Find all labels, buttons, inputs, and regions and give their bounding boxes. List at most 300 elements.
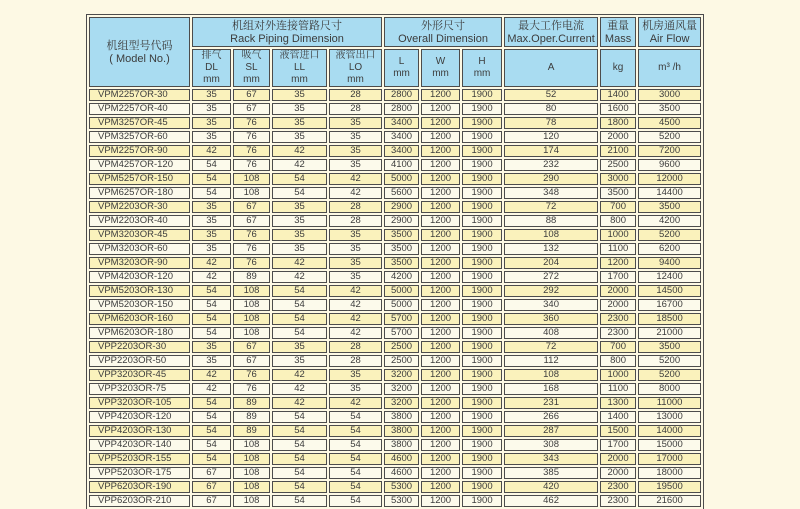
value-cell: 108 (504, 229, 598, 241)
model-cell: VPP6203OR-190 (89, 481, 190, 493)
value-cell: 76 (233, 159, 270, 171)
table-row (89, 327, 701, 339)
value-cell: 35 (192, 243, 231, 255)
value-cell: 1200 (421, 369, 460, 381)
table-row (89, 355, 701, 367)
value-cell: 3000 (638, 89, 701, 101)
value-cell: 408 (504, 327, 598, 339)
value-cell: 9400 (638, 257, 701, 269)
value-cell: 5300 (384, 481, 419, 493)
value-cell: 42 (192, 383, 231, 395)
value-cell: 42 (329, 299, 382, 311)
model-cell: VPM3257OR-45 (89, 117, 190, 129)
value-cell: 343 (504, 453, 598, 465)
value-cell: 1900 (462, 467, 502, 479)
value-cell: 2000 (600, 299, 636, 311)
value-cell: 1200 (421, 89, 460, 101)
value-cell: 108 (233, 453, 270, 465)
value-cell: 4100 (384, 159, 419, 171)
value-cell: 1200 (421, 341, 460, 353)
col-header-suction-sl (233, 49, 270, 87)
model-cell: VPM2257OR-30 (89, 89, 190, 101)
group-header-mass (600, 17, 636, 47)
w-code: W (435, 56, 446, 67)
airflow-header-zh: 机房通风量 (642, 19, 698, 32)
value-cell: 292 (504, 285, 598, 297)
value-cell: 89 (233, 411, 270, 423)
value-cell: 54 (272, 439, 327, 451)
value-cell: 35 (272, 215, 327, 227)
value-cell: 272 (504, 271, 598, 283)
value-cell: 1400 (600, 411, 636, 423)
value-cell: 1900 (462, 229, 502, 241)
value-cell: 3500 (384, 243, 419, 255)
airflow-header-en: Air Flow (649, 32, 690, 45)
value-cell: 108 (233, 285, 270, 297)
value-cell: 231 (504, 397, 598, 409)
value-cell: 35 (272, 201, 327, 213)
value-cell: 1900 (462, 327, 502, 339)
value-cell: 2300 (600, 313, 636, 325)
value-cell: 52 (504, 89, 598, 101)
value-cell: 6200 (638, 243, 701, 255)
value-cell: 54 (192, 411, 231, 423)
value-cell: 35 (272, 341, 327, 353)
spec-table-body (89, 89, 701, 507)
value-cell: 3500 (600, 187, 636, 199)
col-header-amps (504, 49, 598, 87)
value-cell: 35 (272, 355, 327, 367)
group-header-rack-piping (192, 17, 382, 47)
value-cell: 42 (272, 159, 327, 171)
value-cell: 308 (504, 439, 598, 451)
value-cell: 1700 (600, 439, 636, 451)
value-cell: 5600 (384, 187, 419, 199)
table-row (89, 271, 701, 283)
value-cell: 54 (272, 481, 327, 493)
value-cell: 54 (192, 439, 231, 451)
model-cell: VPP5203OR-175 (89, 467, 190, 479)
model-cell: VPM5257OR-150 (89, 173, 190, 185)
value-cell: 35 (329, 131, 382, 143)
model-cell: VPM4203OR-120 (89, 271, 190, 283)
value-cell: 462 (504, 495, 598, 507)
value-cell: 35 (329, 243, 382, 255)
table-row (89, 187, 701, 199)
value-cell: 3200 (384, 383, 419, 395)
value-cell: 42 (272, 397, 327, 409)
value-cell: 3000 (600, 173, 636, 185)
table-row (89, 215, 701, 227)
value-cell: 1200 (600, 257, 636, 269)
value-cell: 168 (504, 383, 598, 395)
overall-header-zh: 外形尺寸 (421, 19, 466, 32)
value-cell: 3800 (384, 411, 419, 423)
value-cell: 67 (192, 495, 231, 507)
value-cell: 28 (329, 341, 382, 353)
value-cell: 5200 (638, 369, 701, 381)
value-cell: 2300 (600, 495, 636, 507)
value-cell: 5200 (638, 229, 701, 241)
value-cell: 1900 (462, 411, 502, 423)
value-cell: 9600 (638, 159, 701, 171)
table-row (89, 201, 701, 213)
value-cell: 28 (329, 103, 382, 115)
value-cell: 54 (192, 159, 231, 171)
value-cell: 35 (192, 117, 231, 129)
value-cell: 1900 (462, 369, 502, 381)
model-cell: VPM6203OR-180 (89, 327, 190, 339)
table-row (89, 285, 701, 297)
group-header-max-current (504, 17, 598, 47)
value-cell: 1200 (421, 215, 460, 227)
value-cell: 1200 (421, 453, 460, 465)
value-cell: 42 (272, 383, 327, 395)
table-row (89, 495, 701, 507)
value-cell: 174 (504, 145, 598, 157)
value-cell: 54 (329, 425, 382, 437)
value-cell: 266 (504, 411, 598, 423)
value-cell: 76 (233, 117, 270, 129)
value-cell: 1200 (421, 229, 460, 241)
value-cell: 67 (233, 89, 270, 101)
dl-code: DL (205, 62, 218, 73)
value-cell: 54 (272, 187, 327, 199)
model-cell: VPP2203OR-30 (89, 341, 190, 353)
model-cell: VPM2257OR-90 (89, 145, 190, 157)
value-cell: 348 (504, 187, 598, 199)
col-header-height (462, 49, 502, 87)
value-cell: 4200 (384, 271, 419, 283)
value-cell: 1900 (462, 131, 502, 143)
value-cell: 35 (329, 145, 382, 157)
table-row (89, 411, 701, 423)
model-cell: VPM3257OR-60 (89, 131, 190, 143)
kg-unit: kg (612, 62, 624, 73)
value-cell: 1200 (421, 285, 460, 297)
value-cell: 1900 (462, 425, 502, 437)
value-cell: 54 (192, 397, 231, 409)
value-cell: 54 (272, 425, 327, 437)
value-cell: 3500 (384, 229, 419, 241)
l-code: L (398, 56, 405, 67)
col-header-kg (600, 49, 636, 87)
value-cell: 67 (233, 341, 270, 353)
value-cell: 21000 (638, 327, 701, 339)
value-cell: 1700 (600, 271, 636, 283)
value-cell: 108 (233, 327, 270, 339)
value-cell: 108 (233, 299, 270, 311)
value-cell: 232 (504, 159, 598, 171)
value-cell: 1200 (421, 145, 460, 157)
model-cell: VPP4203OR-140 (89, 439, 190, 451)
value-cell: 1200 (421, 411, 460, 423)
value-cell: 42 (272, 369, 327, 381)
value-cell: 42 (192, 145, 231, 157)
l-unit: mm (393, 68, 410, 79)
value-cell: 72 (504, 201, 598, 213)
value-cell: 2900 (384, 215, 419, 227)
table-row (89, 257, 701, 269)
value-cell: 700 (600, 201, 636, 213)
value-cell: 54 (329, 467, 382, 479)
group-header-overall-dimension (384, 17, 502, 47)
value-cell: 42 (329, 327, 382, 339)
value-cell: 18000 (638, 467, 701, 479)
current-header-en: Max.Oper.Current (507, 32, 595, 45)
mass-header-en: Mass (604, 32, 632, 45)
dl-unit: mm (203, 74, 220, 85)
value-cell: 42 (329, 397, 382, 409)
rack-piping-header-zh: 机组对外连接管路尺寸 (232, 19, 343, 32)
table-row (89, 369, 701, 381)
model-cell: VPP3203OR-105 (89, 397, 190, 409)
value-cell: 1900 (462, 285, 502, 297)
value-cell: 72 (504, 341, 598, 353)
sl-label-zh: 吸气 (241, 50, 262, 61)
value-cell: 2500 (384, 341, 419, 353)
value-cell: 2500 (600, 159, 636, 171)
value-cell: 287 (504, 425, 598, 437)
value-cell: 13000 (638, 411, 701, 423)
value-cell: 1200 (421, 299, 460, 311)
value-cell: 5000 (384, 285, 419, 297)
value-cell: 11000 (638, 397, 701, 409)
value-cell: 89 (233, 271, 270, 283)
value-cell: 14500 (638, 285, 701, 297)
value-cell: 35 (192, 355, 231, 367)
value-cell: 54 (192, 173, 231, 185)
value-cell: 35 (192, 131, 231, 143)
value-cell: 3200 (384, 369, 419, 381)
ll-code: LL (293, 62, 306, 73)
col-header-width (421, 49, 460, 87)
value-cell: 1500 (600, 425, 636, 437)
value-cell: 35 (192, 229, 231, 241)
value-cell: 1900 (462, 397, 502, 409)
value-cell: 15000 (638, 439, 701, 451)
value-cell: 5300 (384, 495, 419, 507)
col-header-liquid-outlet-lo (329, 49, 382, 87)
value-cell: 5200 (638, 355, 701, 367)
value-cell: 35 (272, 103, 327, 115)
table-row (89, 383, 701, 395)
value-cell: 35 (272, 89, 327, 101)
model-cell: VPM5203OR-150 (89, 299, 190, 311)
value-cell: 76 (233, 383, 270, 395)
value-cell: 1900 (462, 453, 502, 465)
group-header-air-flow (638, 17, 701, 47)
value-cell: 76 (233, 257, 270, 269)
value-cell: 54 (272, 411, 327, 423)
value-cell: 3400 (384, 131, 419, 143)
value-cell: 1200 (421, 327, 460, 339)
value-cell: 1200 (421, 257, 460, 269)
model-cell: VPM3203OR-45 (89, 229, 190, 241)
value-cell: 21600 (638, 495, 701, 507)
value-cell: 54 (192, 299, 231, 311)
value-cell: 1200 (421, 187, 460, 199)
value-cell: 290 (504, 173, 598, 185)
sl-unit: mm (243, 74, 260, 85)
lo-label-zh: 液管出口 (335, 50, 376, 61)
model-cell: VPP4203OR-130 (89, 425, 190, 437)
value-cell: 1100 (600, 243, 636, 255)
value-cell: 19500 (638, 481, 701, 493)
value-cell: 28 (329, 215, 382, 227)
sl-code: SL (245, 62, 258, 73)
value-cell: 14000 (638, 425, 701, 437)
value-cell: 800 (600, 215, 636, 227)
value-cell: 35 (192, 103, 231, 115)
value-cell: 1200 (421, 439, 460, 451)
table-row (89, 453, 701, 465)
table-row (89, 243, 701, 255)
value-cell: 1900 (462, 201, 502, 213)
value-cell: 67 (192, 481, 231, 493)
value-cell: 1400 (600, 89, 636, 101)
value-cell: 3500 (638, 103, 701, 115)
value-cell: 2800 (384, 89, 419, 101)
model-cell: VPP2203OR-50 (89, 355, 190, 367)
value-cell: 108 (233, 439, 270, 451)
model-cell: VPM6203OR-160 (89, 313, 190, 325)
value-cell: 54 (329, 439, 382, 451)
value-cell: 1900 (462, 481, 502, 493)
value-cell: 1900 (462, 187, 502, 199)
col-header-discharge-dl (192, 49, 231, 87)
table-row (89, 131, 701, 143)
value-cell: 1900 (462, 341, 502, 353)
value-cell: 132 (504, 243, 598, 255)
value-cell: 1200 (421, 397, 460, 409)
value-cell: 4200 (638, 215, 701, 227)
model-cell: VPP4203OR-120 (89, 411, 190, 423)
value-cell: 54 (329, 411, 382, 423)
value-cell: 35 (329, 257, 382, 269)
value-cell: 1600 (600, 103, 636, 115)
value-cell: 4500 (638, 117, 701, 129)
value-cell: 4600 (384, 453, 419, 465)
value-cell: 112 (504, 355, 598, 367)
value-cell: 1000 (600, 229, 636, 241)
value-cell: 35 (329, 369, 382, 381)
value-cell: 42 (329, 173, 382, 185)
h-code: H (478, 56, 486, 67)
value-cell: 28 (329, 201, 382, 213)
value-cell: 76 (233, 131, 270, 143)
col-header-model (89, 17, 190, 87)
model-cell: VPM2203OR-30 (89, 201, 190, 213)
value-cell: 5700 (384, 313, 419, 325)
value-cell: 120 (504, 131, 598, 143)
value-cell: 35 (329, 271, 382, 283)
model-header-zh: 机组型号代码 (106, 39, 173, 52)
value-cell: 1900 (462, 495, 502, 507)
mass-header-zh: 重量 (607, 19, 630, 32)
value-cell: 360 (504, 313, 598, 325)
value-cell: 54 (272, 495, 327, 507)
value-cell: 3400 (384, 117, 419, 129)
value-cell: 1200 (421, 313, 460, 325)
value-cell: 35 (192, 89, 231, 101)
model-cell: VPM2203OR-40 (89, 215, 190, 227)
model-cell: VPM2257OR-40 (89, 103, 190, 115)
spec-table-header (89, 17, 701, 87)
table-row (89, 299, 701, 311)
value-cell: 89 (233, 425, 270, 437)
value-cell: 67 (233, 201, 270, 213)
value-cell: 35 (192, 215, 231, 227)
value-cell: 35 (329, 229, 382, 241)
dl-label-zh: 排气 (201, 50, 222, 61)
value-cell: 2000 (600, 467, 636, 479)
value-cell: 1200 (421, 383, 460, 395)
value-cell: 14400 (638, 187, 701, 199)
value-cell: 42 (272, 271, 327, 283)
value-cell: 89 (233, 397, 270, 409)
value-cell: 385 (504, 467, 598, 479)
value-cell: 3200 (384, 397, 419, 409)
value-cell: 5200 (638, 131, 701, 143)
value-cell: 76 (233, 229, 270, 241)
value-cell: 28 (329, 355, 382, 367)
value-cell: 1100 (600, 383, 636, 395)
value-cell: 1200 (421, 173, 460, 185)
value-cell: 28 (329, 89, 382, 101)
value-cell: 42 (329, 313, 382, 325)
value-cell: 42 (192, 257, 231, 269)
value-cell: 67 (192, 467, 231, 479)
spec-table (86, 14, 704, 509)
value-cell: 67 (233, 103, 270, 115)
value-cell: 1900 (462, 145, 502, 157)
value-cell: 1200 (421, 467, 460, 479)
model-cell: VPP6203OR-210 (89, 495, 190, 507)
value-cell: 35 (329, 159, 382, 171)
value-cell: 35 (272, 229, 327, 241)
model-cell: VPM6257OR-180 (89, 187, 190, 199)
table-row (89, 397, 701, 409)
table-row (89, 439, 701, 451)
value-cell: 42 (192, 271, 231, 283)
table-row (89, 425, 701, 437)
value-cell: 1200 (421, 271, 460, 283)
value-cell: 16700 (638, 299, 701, 311)
value-cell: 420 (504, 481, 598, 493)
value-cell: 42 (329, 285, 382, 297)
value-cell: 108 (233, 495, 270, 507)
value-cell: 1300 (600, 397, 636, 409)
value-cell: 54 (272, 299, 327, 311)
table-row (89, 103, 701, 115)
value-cell: 1000 (600, 369, 636, 381)
value-cell: 80 (504, 103, 598, 115)
value-cell: 42 (192, 369, 231, 381)
value-cell: 1900 (462, 383, 502, 395)
value-cell: 2900 (384, 201, 419, 213)
value-cell: 1900 (462, 103, 502, 115)
value-cell: 54 (329, 495, 382, 507)
value-cell: 3500 (384, 257, 419, 269)
value-cell: 1900 (462, 243, 502, 255)
value-cell: 108 (233, 187, 270, 199)
value-cell: 3800 (384, 439, 419, 451)
value-cell: 88 (504, 215, 598, 227)
value-cell: 76 (233, 145, 270, 157)
value-cell: 1900 (462, 299, 502, 311)
ll-label-zh: 液管进口 (279, 50, 320, 61)
